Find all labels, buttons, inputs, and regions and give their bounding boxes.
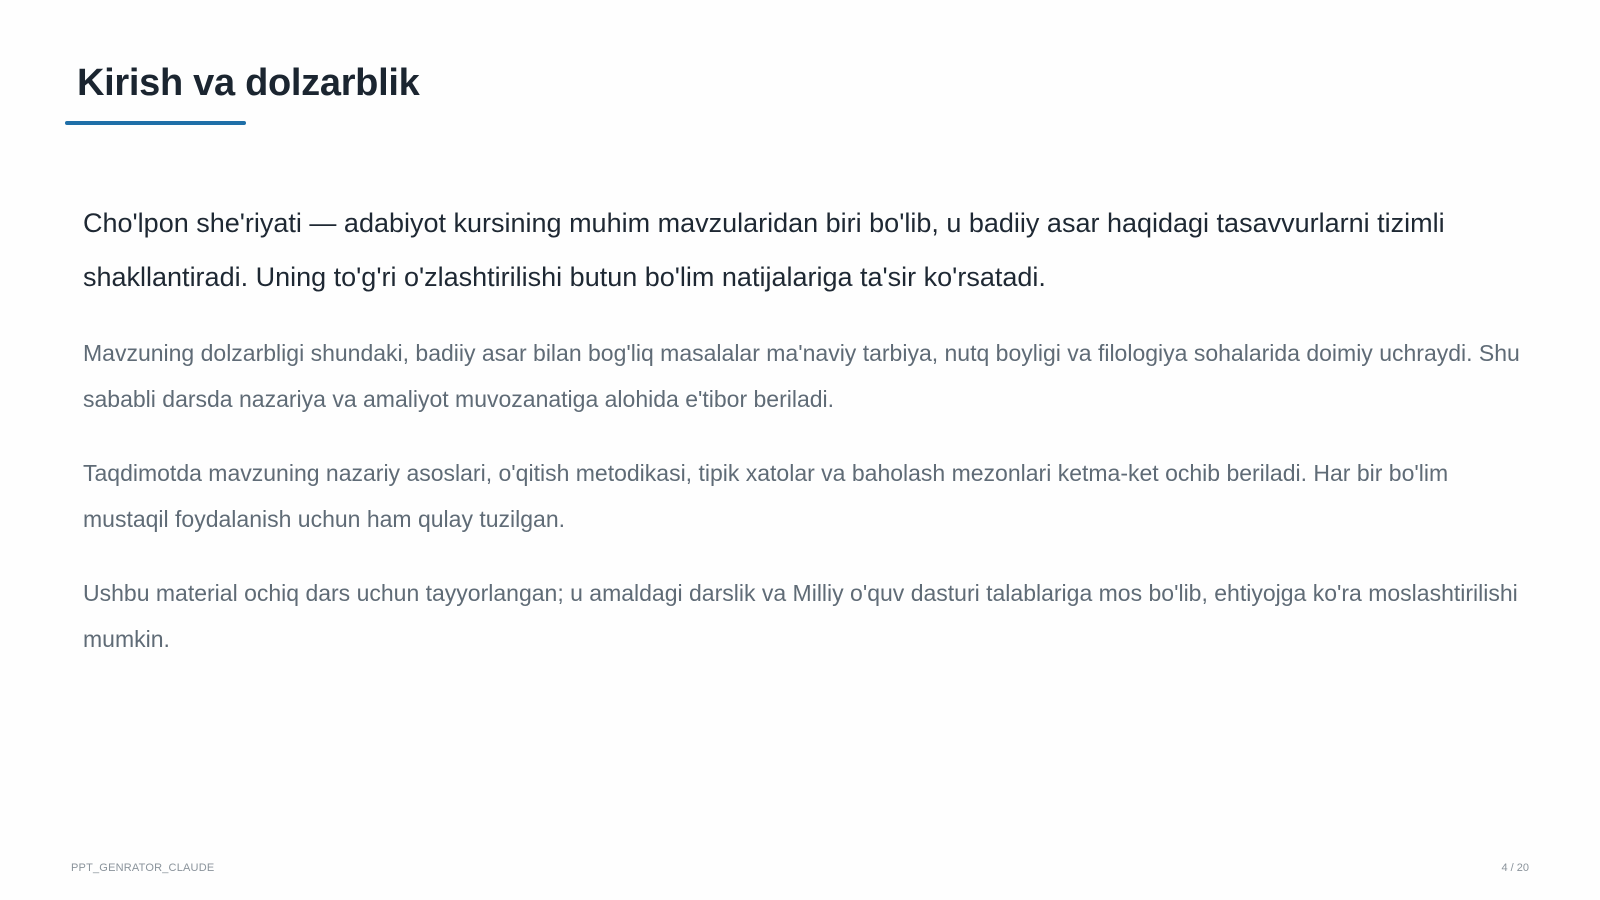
body-paragraph-3: Ushbu material ochiq dars uchun tayyorlangan; u amaldagi darslik va Milliy o'quv dasturi talablariga mos bo'lib, ehtiyojga ko'ra moslashtirilishi mumkin. — [83, 580, 1518, 652]
footer-brand: PPT_GENRATOR_CLAUDE — [71, 862, 215, 874]
slide-title: Kirish va dolzarblik — [77, 62, 420, 104]
page-number: 4 / 20 — [1501, 862, 1529, 874]
body-paragraph-2: Taqdimotda mavzuning nazariy asoslari, o'qitish metodikasi, tipik xatolar va baholash mezonlari ketma-ket ochib beriladi. Har bir bo'lim mustaqil foydalanish uchun ham qulay tuzilgan. — [83, 460, 1449, 532]
body-paragraph-1: Mavzuning dolzarbligi shundaki, badiiy asar bilan bog'liq masalalar ma'naviy tarbiya, nutq boyligi va filologiya sohalarida doimiy uchraydi. Shu sababli darsda nazariya va amaliyot muvozanatiga alohida e'tibor beriladi. — [83, 340, 1520, 412]
title-underline — [65, 121, 246, 125]
lead-paragraph: Cho'lpon she'riyati — adabiyot kursining muhim mavzularidan biri bo'lib, u badiiy asar haqidagi tasavvurlarni tizimli shakllantiradi. Uning to'g'ri o'zlashtirilishi butun bo'lim natijalariga ta'sir ko'rsatadi. — [83, 208, 1445, 292]
